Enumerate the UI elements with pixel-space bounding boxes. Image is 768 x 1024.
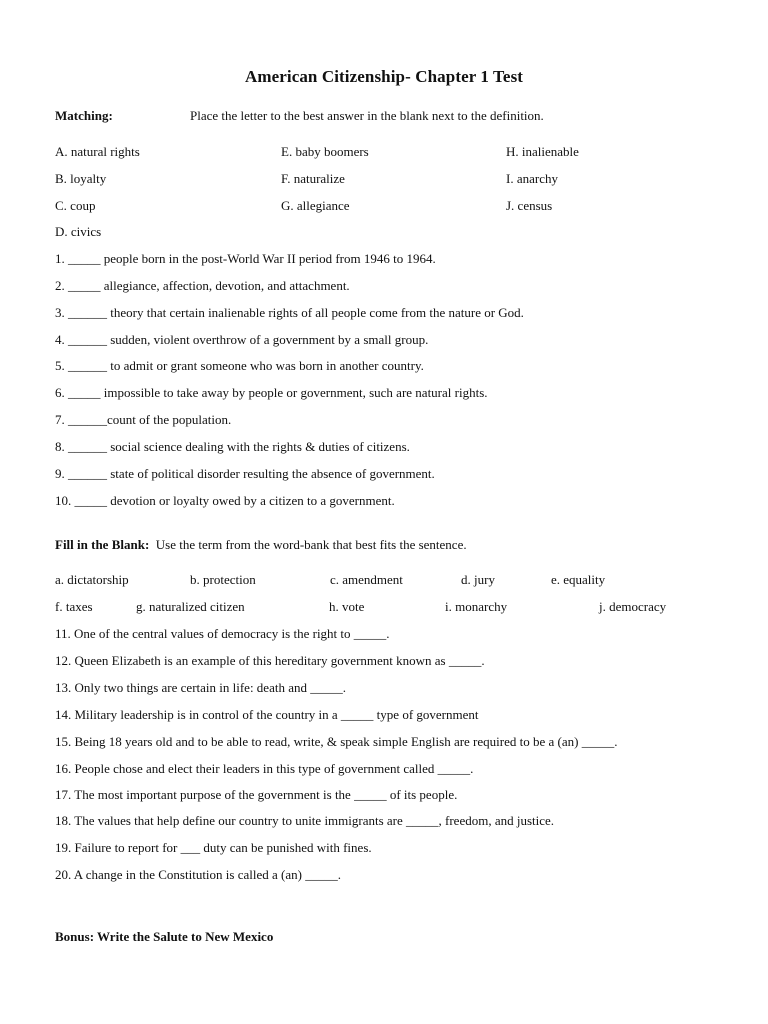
bank-term-e: e. equality bbox=[551, 572, 606, 587]
option-g: G. allegiance bbox=[281, 198, 350, 213]
fill-question: 12. Queen Elizabeth is an example of this hereditary government known as _____. bbox=[55, 653, 485, 668]
bonus-prompt: Bonus: Write the Salute to New Mexico bbox=[55, 929, 274, 944]
matching-question: 3. ______ theory that certain inalienable rights of all people come from the nature or God. bbox=[55, 305, 524, 320]
fill-question: 19. Failure to report for ___ duty can be punished with fines. bbox=[55, 840, 372, 855]
matching-question: 9. ______ state of political disorder resulting the absence of government. bbox=[55, 466, 435, 481]
matching-question: 10. _____ devotion or loyalty owed by a citizen to a government. bbox=[55, 493, 395, 508]
option-b: B. loyalty bbox=[55, 171, 107, 186]
bank-term-g: g. naturalized citizen bbox=[136, 599, 245, 614]
bank-term-f: f. taxes bbox=[55, 599, 93, 614]
fill-question: 13. Only two things are certain in life: death and _____. bbox=[55, 680, 346, 695]
fill-question: 17. The most important purpose of the government is the _____ of its people. bbox=[55, 787, 458, 802]
matching-question: 2. _____ allegiance, affection, devotion, and attachment. bbox=[55, 278, 350, 293]
matching-question: 6. _____ impossible to take away by people or government, such are natural rights. bbox=[55, 385, 488, 400]
option-i: I. anarchy bbox=[506, 171, 558, 186]
fill-blank-header bbox=[55, 537, 467, 553]
matching-question: 7. ______count of the population. bbox=[55, 412, 232, 427]
fill-question: 20. A change in the Constitution is called a (an) _____. bbox=[55, 867, 341, 882]
matching-question: 8. ______ social science dealing with the rights & duties of citizens. bbox=[55, 439, 410, 454]
fill-question: 18. The values that help define our country to unite immigrants are _____, freedom, and justice. bbox=[55, 813, 555, 828]
option-f: F. naturalize bbox=[281, 171, 345, 186]
bank-term-i: i. monarchy bbox=[445, 599, 508, 614]
page-title: American Citizenship- Chapter 1 Test bbox=[244, 67, 524, 86]
matching-question: 1. _____ people born in the post-World War II period from 1946 to 1964. bbox=[55, 251, 436, 266]
fill-question: 14. Military leadership is in control of the country in a _____ type of government bbox=[55, 707, 479, 722]
option-h: H. inalienable bbox=[506, 144, 579, 159]
option-a: A. natural rights bbox=[55, 144, 140, 159]
option-e: E. baby boomers bbox=[281, 144, 369, 159]
fill-blank-instruction: Use the term from the word-bank that best fits the sentence. bbox=[155, 537, 467, 552]
option-j: J. census bbox=[506, 198, 553, 213]
matching-instruction: Place the letter to the best answer in the blank next to the definition. bbox=[190, 108, 544, 123]
fill-blank-heading: Fill in the Blank: bbox=[55, 537, 150, 552]
fill-question: 11. One of the central values of democracy is the right to _____. bbox=[55, 626, 390, 641]
fill-question: 15. Being 18 years old and to be able to read, write, & speak simple English are required to be a (an) _____. bbox=[55, 734, 618, 749]
matching-question: 5. ______ to admit or grant someone who was born in another country. bbox=[55, 358, 424, 373]
bank-term-b: b. protection bbox=[190, 572, 256, 587]
bank-term-j: j. democracy bbox=[599, 599, 667, 614]
bank-term-d: d. jury bbox=[461, 572, 495, 587]
matching-question: 4. ______ sudden, violent overthrow of a government by a small group. bbox=[55, 332, 429, 347]
bank-term-c: c. amendment bbox=[330, 572, 403, 587]
matching-header bbox=[55, 108, 113, 124]
option-c: C. coup bbox=[55, 198, 96, 213]
fill-question: 16. People chose and elect their leaders in this type of government called _____. bbox=[55, 761, 474, 776]
bank-term-h: h. vote bbox=[329, 599, 365, 614]
option-d: D. civics bbox=[55, 224, 102, 239]
bank-term-a: a. dictatorship bbox=[55, 572, 129, 587]
matching-heading: Matching: bbox=[55, 108, 113, 123]
